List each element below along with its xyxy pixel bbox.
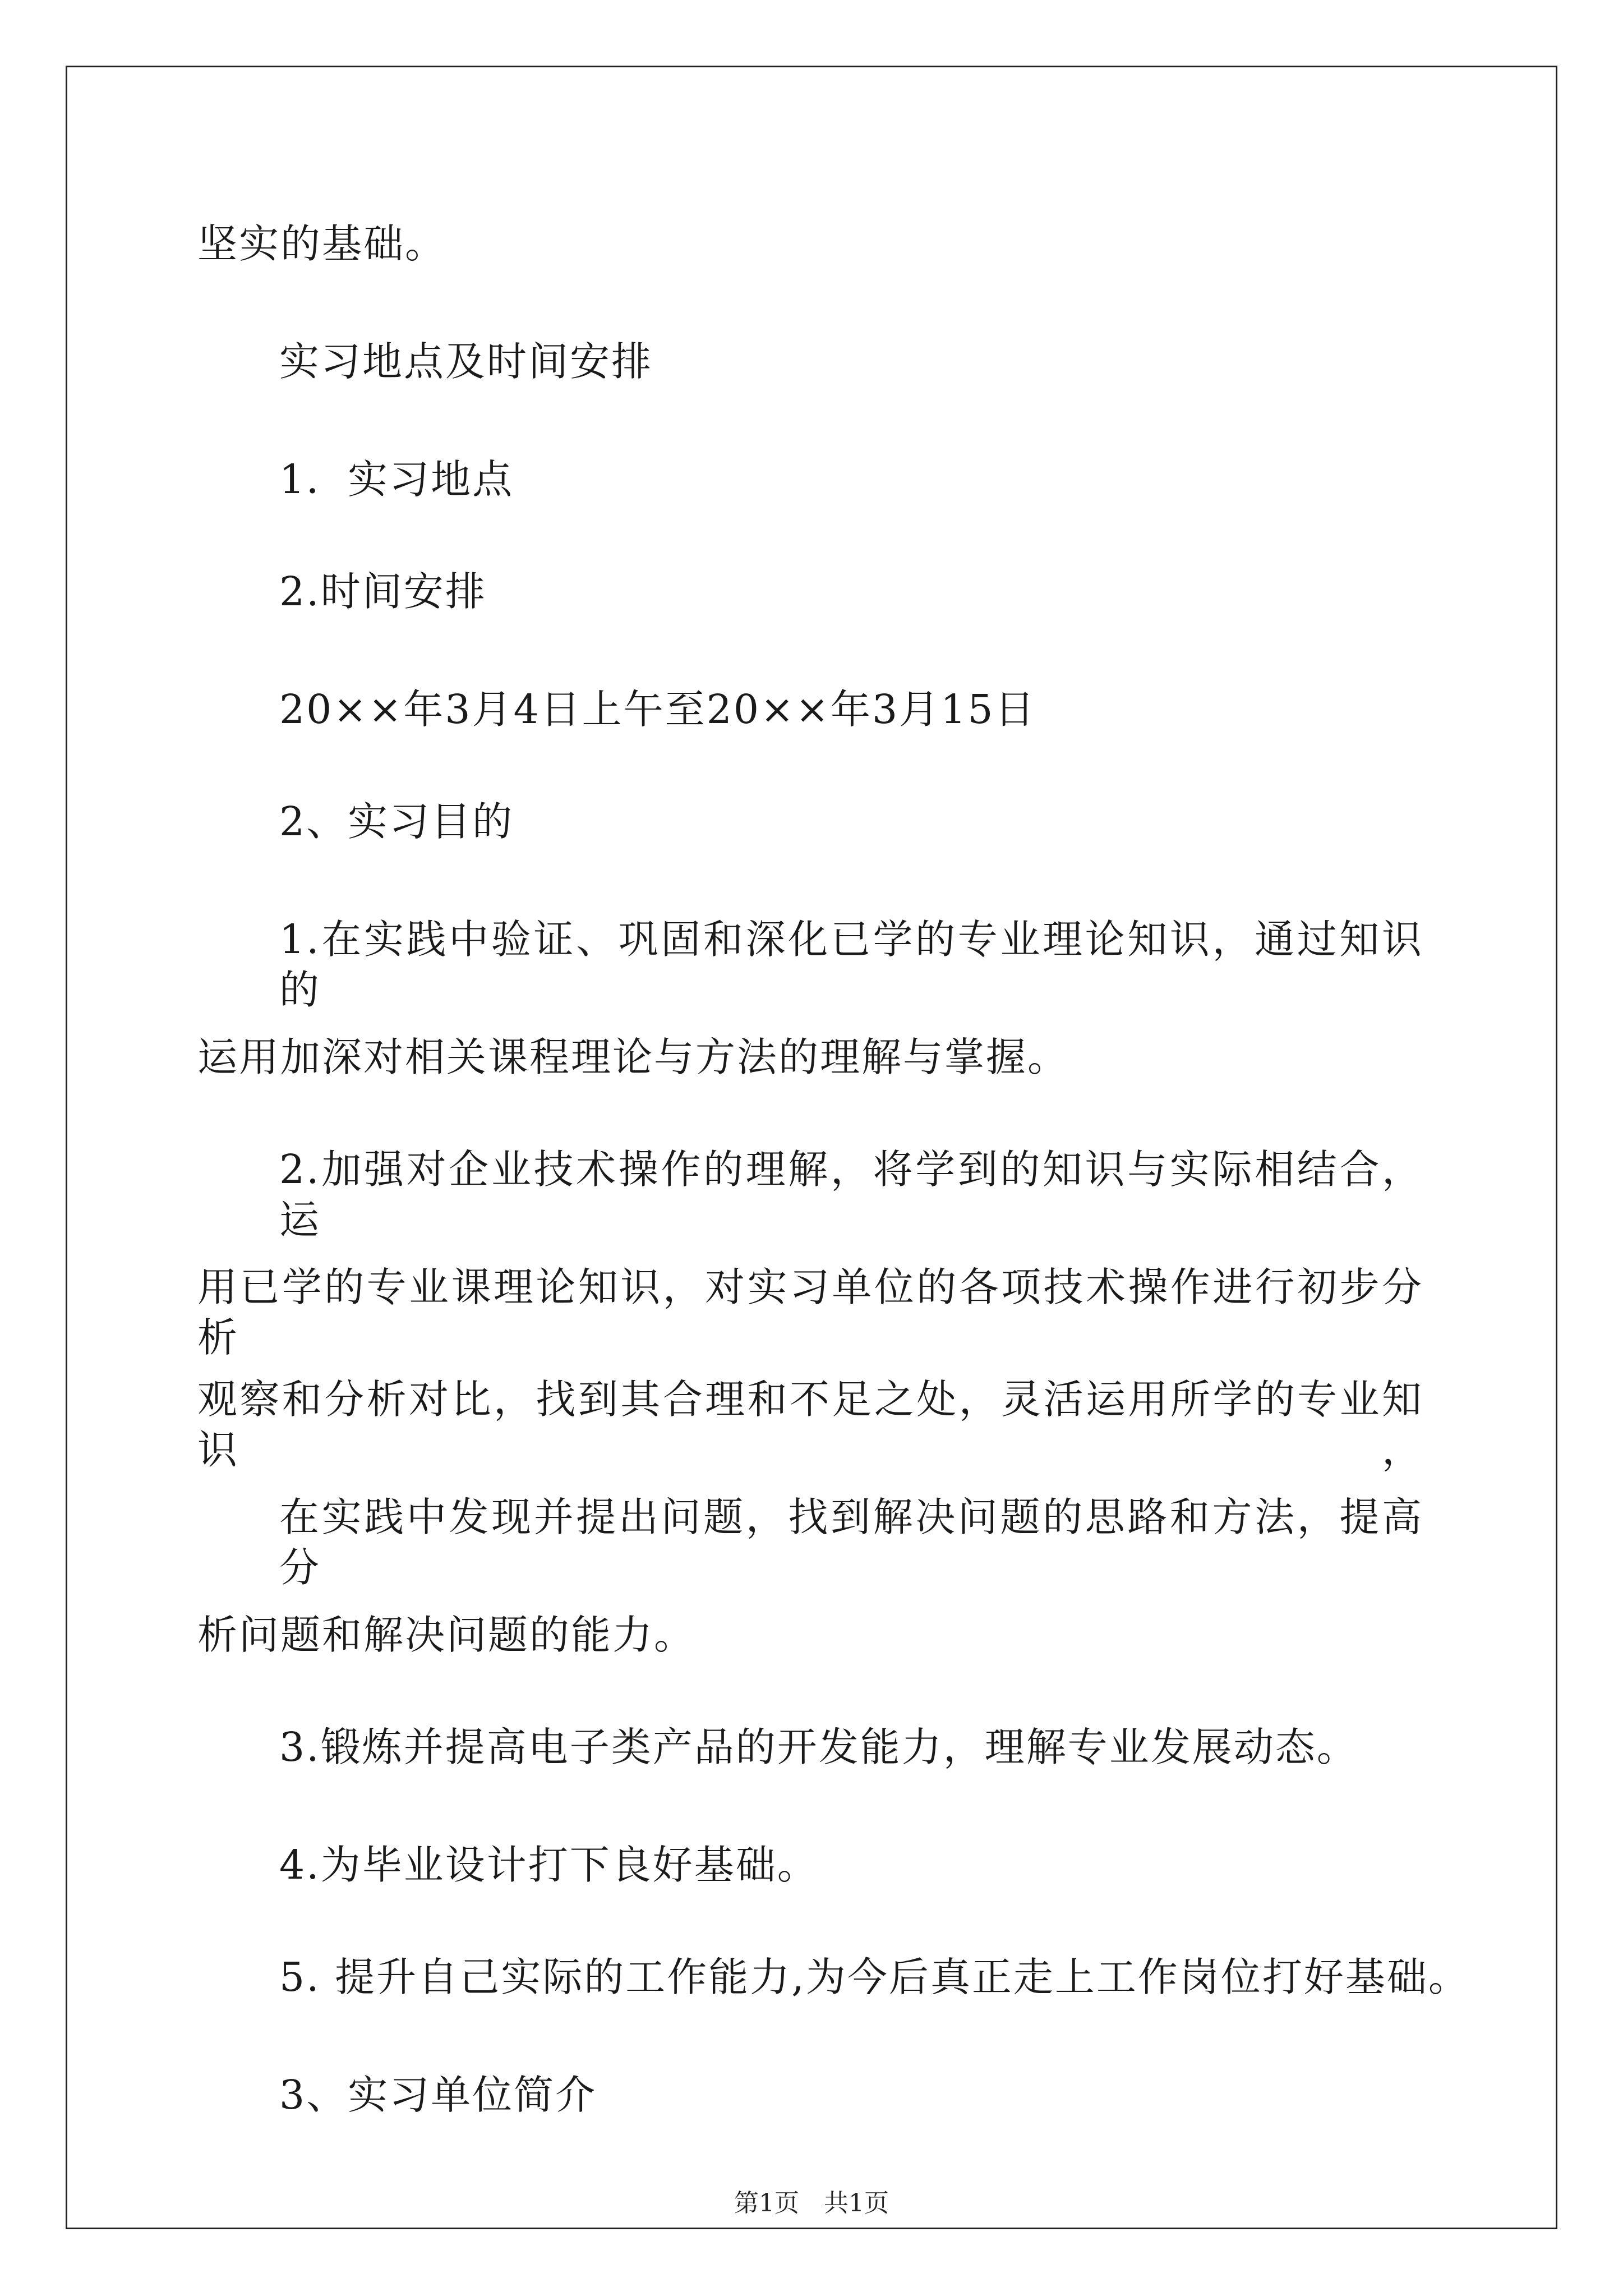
text-line: 析问题和解决问题的能力。 bbox=[197, 1612, 696, 1658]
list-item: 5. 提升自己实际的工作能力,为今后真正走上工作岗位打好基础。 bbox=[279, 1954, 1470, 2000]
text-line: 运用加深对相关课程理论与方法的理解与掌握。 bbox=[197, 1034, 1069, 1080]
text-line: 在实践中发现并提出问题，找到解决问题的思路和方法，提高分 bbox=[279, 1494, 1423, 1591]
page-number: 第1页 共1页 bbox=[734, 2189, 889, 2217]
list-item: 3.锻炼并提高电子类产品的开发能力，理解专业发展动态。 bbox=[279, 1724, 1358, 1770]
list-item: 1.在实践中验证、巩固和深化已学的专业理论知识，通过知识的 bbox=[279, 916, 1423, 1013]
section-heading: 3、实习单位简介 bbox=[279, 2072, 597, 2118]
section-heading: 实习地点及时间安排 bbox=[279, 338, 653, 385]
text-line: 坚实的基础。 bbox=[197, 220, 447, 267]
text-line: 20××年3月4日上午至20××年3月15日 bbox=[279, 686, 1036, 733]
list-item: 1．实习地点 bbox=[279, 456, 514, 503]
list-item: 4.为毕业设计打下良好基础。 bbox=[279, 1842, 819, 1888]
list-item: 2.加强对企业技术操作的理解，将学到的知识与实际相结合，运 bbox=[279, 1146, 1423, 1243]
text-line: 用已学的专业课理论知识，对实习单位的各项技术操作进行初步分析 bbox=[197, 1264, 1423, 1361]
list-item: 2.时间安排 bbox=[279, 568, 487, 615]
text-line: 观察和分析对比，找到其合理和不足之处，灵活运用所学的专业知识， bbox=[197, 1376, 1423, 1473]
section-heading: 2、实习目的 bbox=[279, 798, 514, 845]
